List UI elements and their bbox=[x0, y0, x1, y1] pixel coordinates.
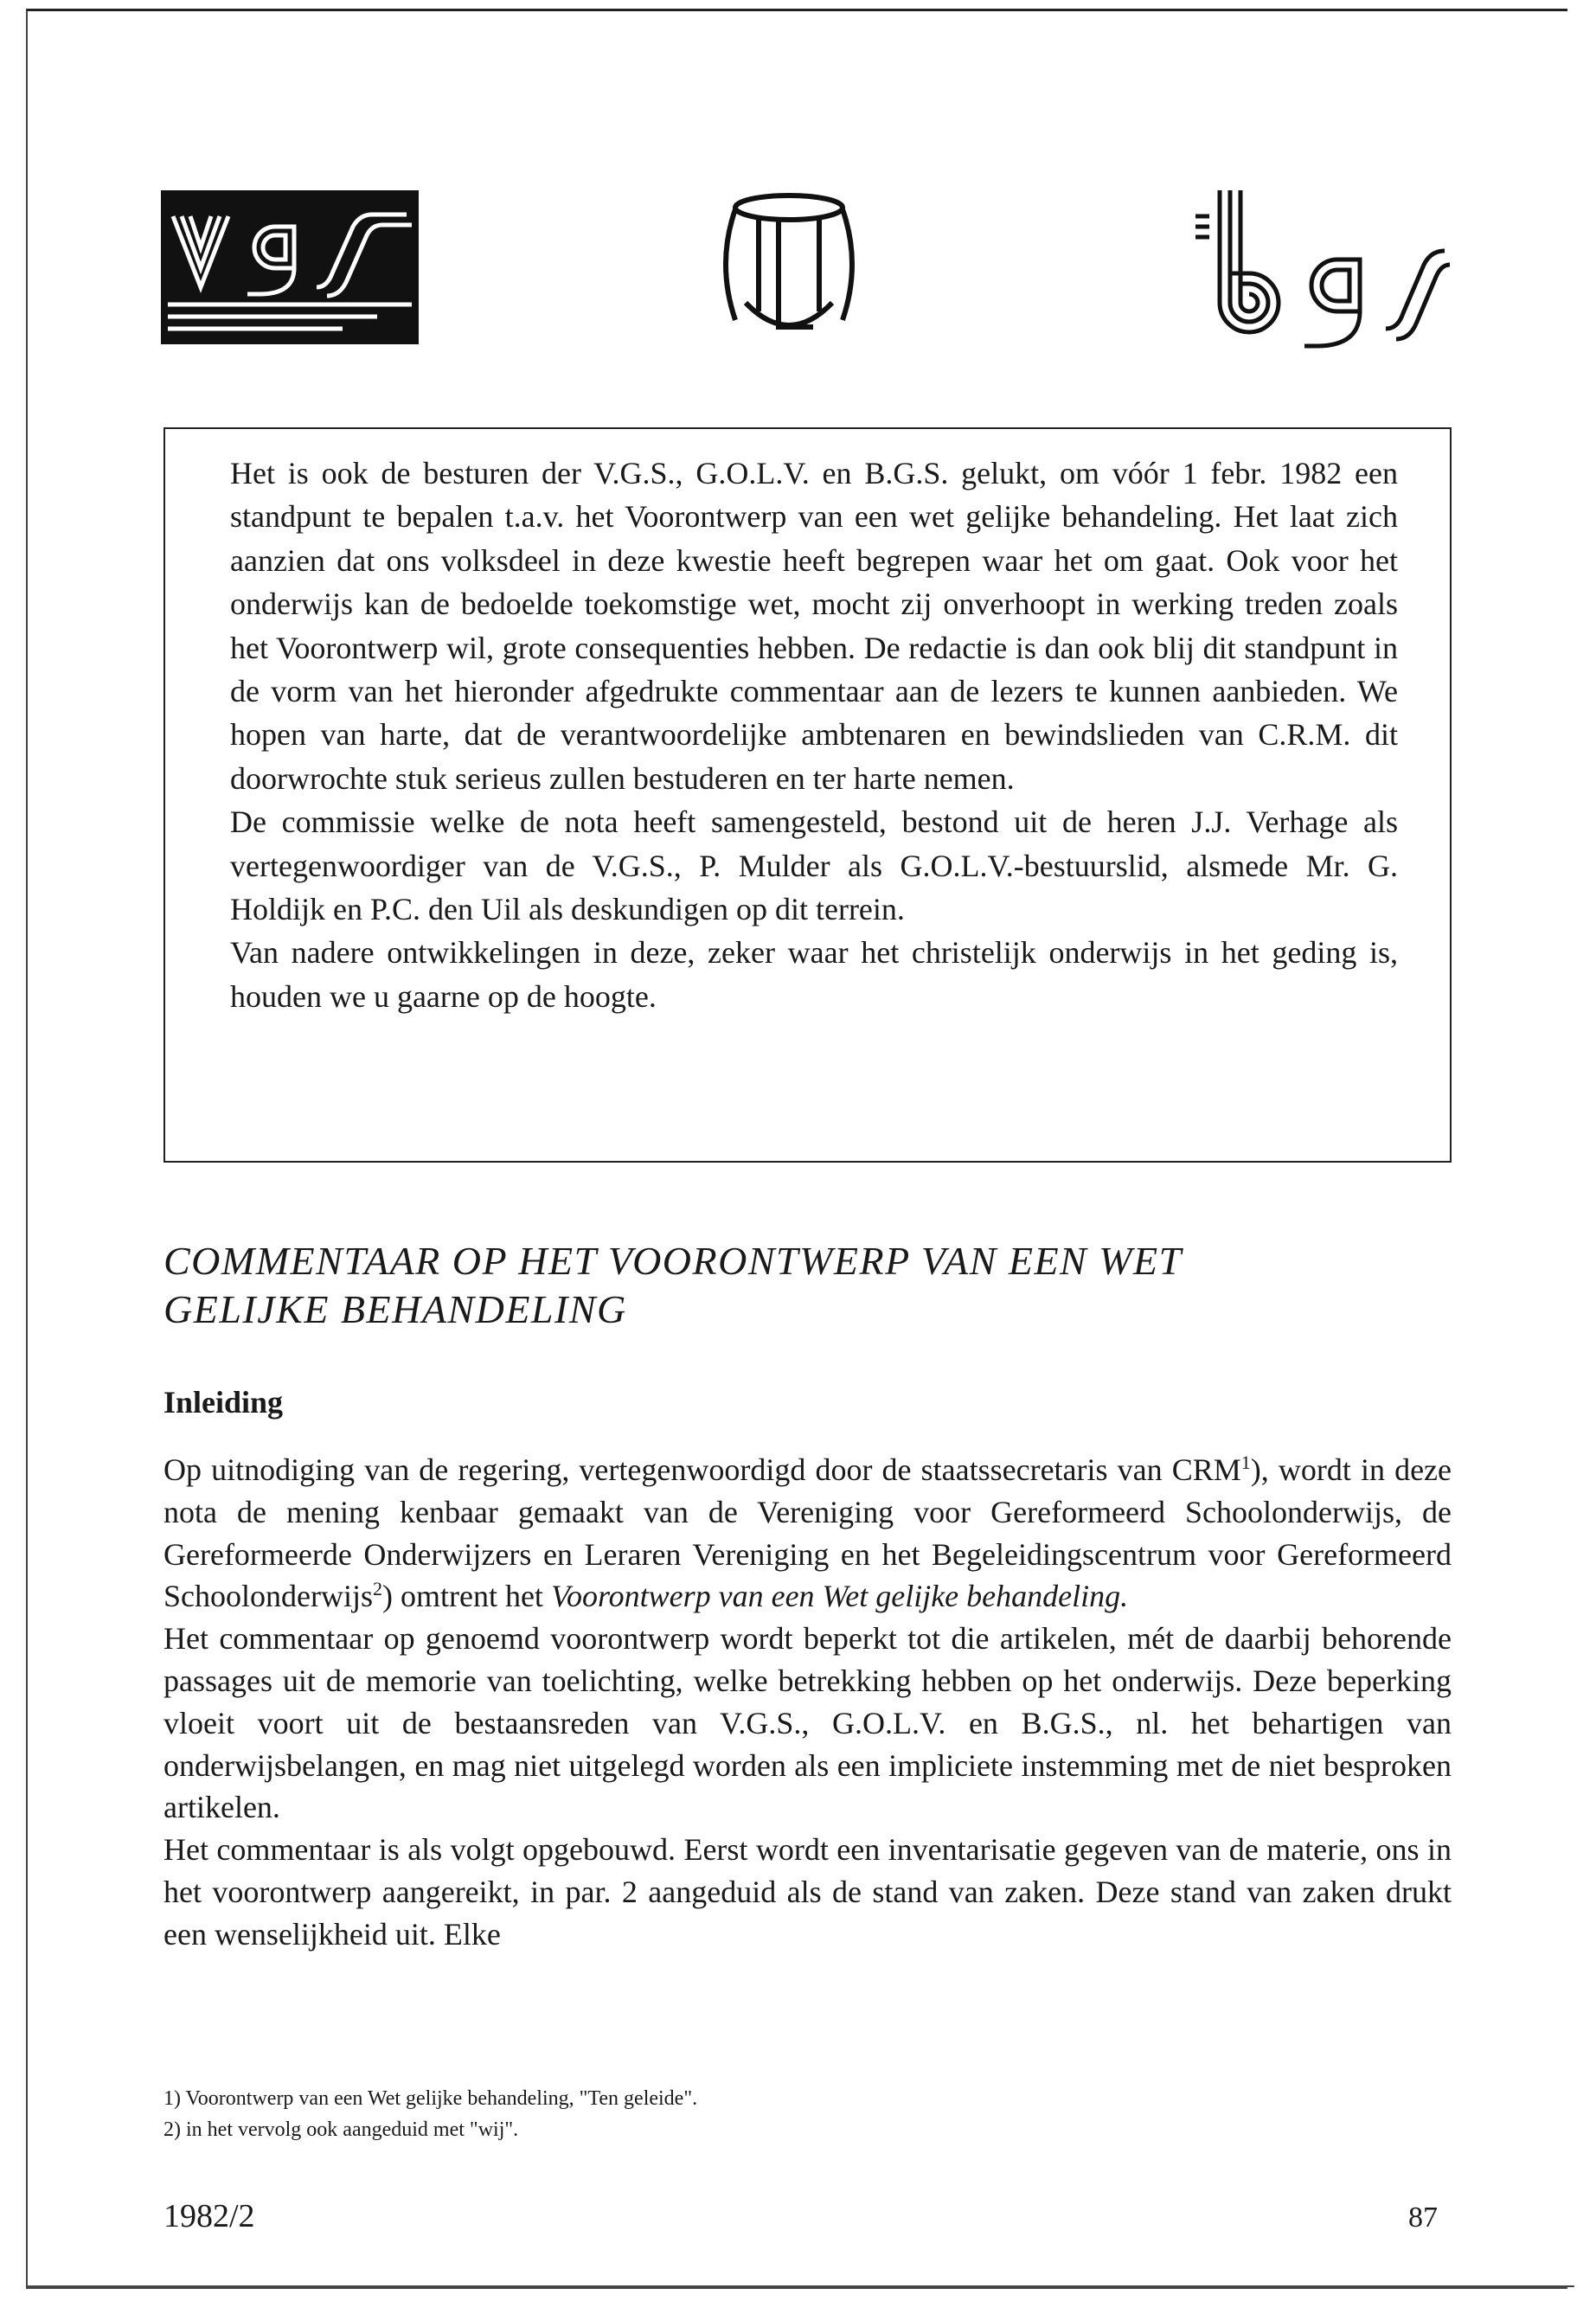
page-number: 87 bbox=[1408, 2202, 1438, 2234]
body-paragraph-3: Het commentaar is als volgt opgebouwd. Eerst wordt een inventarisatie gegeven van de materie, ons in het voorontwerp aangereikt, in par. 2 aangeduid als de stand van zaken. Deze stand van zaken drukt een wenselijkheid uit. Elke bbox=[163, 1832, 1452, 1952]
intro-note-box bbox=[163, 427, 1452, 1163]
p1-italic-title: Voorontwerp van een Wet gelijke behandeling. bbox=[550, 1579, 1129, 1614]
golv-logo bbox=[711, 182, 867, 346]
issue-number: 1982/2 bbox=[163, 2198, 255, 2234]
intro-paragraph-3: Van nadere ontwikkelingen in deze, zeker waar het christelijk onderwijs in het geding is, houden we u gaarne op de hoogte. bbox=[230, 935, 1398, 1014]
article-title-line-2: GELIJKE BEHANDELING bbox=[163, 1287, 627, 1331]
p1-text-b: ), wordt in deze nota de mening kenbaar gemaakt van de Vereniging voor Gereformeerd Schoolonderwijs, de Gereformeerde Onderwijzers en Leraren Vereniging en het Begeleidingscentrum voor Gereformeerd Schoolonderwijs bbox=[163, 1452, 1452, 1614]
footnote-2: 2) in het vervolg ook aangeduid met "wij". bbox=[163, 2118, 519, 2141]
logo-row bbox=[161, 182, 1450, 355]
body-paragraph-1 bbox=[163, 1449, 1452, 1618]
section-heading: Inleiding bbox=[163, 1385, 284, 1420]
vgs-logo bbox=[161, 190, 419, 344]
footnote-ref-2: 2 bbox=[372, 1578, 382, 1600]
footnote-ref-1: 1 bbox=[1240, 1452, 1251, 1473]
article-title bbox=[163, 1237, 1461, 1334]
bgs-logo bbox=[1190, 182, 1450, 355]
p1-text-a: Op uitnodiging van de regering, vertegenwoordigd door de staatssecretaris van CRM bbox=[163, 1452, 1241, 1487]
footnotes bbox=[163, 2083, 1375, 2145]
body-paragraph-2: Het commentaar op genoemd voorontwerp wordt beperkt tot die artikelen, mét de daarbij behorende passages uit de memorie van toelichting, welke betrekking hebben op het onderwijs. Deze beperking vloeit voort uit de bestaansreden van V.G.S., G.O.L.V. en B.G.S., nl. het behartigen van onderwijsbelangen, en mag niet uitgelegd worden als een impliciete instemming met de niet besproken artikelen. bbox=[163, 1621, 1452, 1825]
footnote-1: 1) Voorontwerp van een Wet gelijke behandeling, "Ten geleide". bbox=[163, 2087, 698, 2110]
intro-paragraph-2: De commissie welke de nota heeft samengesteld, bestond uit de heren J.J. Verhage als vertegenwoordiger van de V.G.S., P. Mulder als G.O.L.V.-bestuurslid, alsmede Mr. G. Holdijk en P.C. den Uil als deskundigen op dit terrein. bbox=[230, 804, 1398, 927]
article-body bbox=[163, 1449, 1452, 1956]
bottom-rule bbox=[26, 2285, 1574, 2287]
intro-paragraph-1: Het is ook de besturen der V.G.S., G.O.L.V. en B.G.S. gelukt, om vóór 1 febr. 1982 een standpunt te bepalen t.a.v. het Voorontwerp van een wet gelijke behandeling. Het laat zich aanzien dat ons volksdeel in deze kwestie heeft begrepen waar het om gaat. Ook voor het onderwijs kan de bedoelde toekomstige wet, mocht zij onverhoopt in werking treden zoals het Voorontwerp wil, grote consequenties hebben. De redactie is dan ook blij dit standpunt in de vorm van het hieronder afgedrukte commentaar aan de lezers te kunnen aanbieden. We hopen van harte, dat de verantwoordelijke ambtenaren en bewindslieden van C.R.M. dit doorwrochte stuk serieus zullen bestuderen en ter harte nemen. bbox=[230, 456, 1398, 796]
p1-text-c: ) omtrent het bbox=[381, 1579, 551, 1614]
article-title-line-1: COMMENTAAR OP HET VOORONTWERP VAN EEN WET bbox=[163, 1239, 1183, 1283]
